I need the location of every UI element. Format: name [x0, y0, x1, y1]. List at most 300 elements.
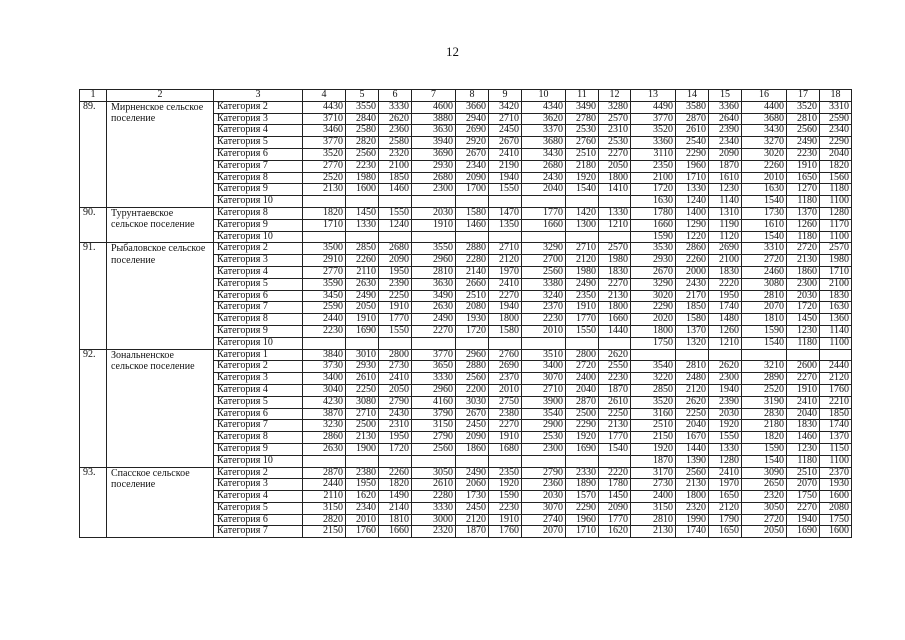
value-cell: 1600 — [346, 184, 379, 196]
value-cell — [346, 455, 379, 467]
value-cell: 3420 — [489, 101, 522, 113]
column-header: 13 — [631, 90, 676, 102]
header-row — [80, 90, 852, 102]
value-cell: 2800 — [379, 349, 412, 361]
value-cell: 2810 — [412, 266, 456, 278]
value-cell: 1630 — [631, 196, 676, 208]
value-cell: 1630 — [820, 302, 852, 314]
value-cell: 3530 — [631, 243, 676, 255]
value-cell: 2130 — [599, 420, 631, 432]
value-cell: 1920 — [489, 479, 522, 491]
value-cell: 2100 — [709, 255, 742, 267]
value-cell: 3080 — [346, 396, 379, 408]
value-cell: 2440 — [303, 314, 346, 326]
value-cell: 1590 — [742, 443, 787, 455]
column-header: 18 — [820, 90, 852, 102]
value-cell: 2340 — [346, 502, 379, 514]
column-header: 16 — [742, 90, 787, 102]
value-cell: 2400 — [566, 373, 599, 385]
value-cell: 1650 — [709, 491, 742, 503]
value-cell: 1900 — [346, 443, 379, 455]
value-cell: 1120 — [709, 231, 742, 243]
value-cell — [522, 231, 566, 243]
value-cell: 1740 — [709, 302, 742, 314]
column-header: 12 — [599, 90, 631, 102]
value-cell: 1760 — [489, 526, 522, 538]
value-cell: 2720 — [787, 243, 820, 255]
value-cell: 2090 — [456, 172, 489, 184]
value-cell: 1690 — [566, 443, 599, 455]
value-cell: 1590 — [742, 325, 787, 337]
table-row — [80, 349, 852, 361]
value-cell: 2510 — [566, 148, 599, 160]
value-cell: 2810 — [631, 514, 676, 526]
value-cell: 2850 — [631, 384, 676, 396]
value-cell — [742, 349, 787, 361]
value-cell: 1820 — [742, 432, 787, 444]
table-row — [80, 467, 852, 479]
value-cell: 3590 — [303, 278, 346, 290]
value-cell: 2260 — [676, 255, 709, 267]
value-cell: 2370 — [820, 467, 852, 479]
value-cell: 2130 — [346, 432, 379, 444]
value-cell: 2390 — [379, 278, 412, 290]
value-cell: 2310 — [379, 420, 412, 432]
value-cell: 1690 — [346, 325, 379, 337]
value-cell: 2710 — [346, 408, 379, 420]
category-label: Категория 10 — [214, 196, 303, 208]
value-cell — [599, 231, 631, 243]
value-cell: 1870 — [709, 160, 742, 172]
value-cell: 2350 — [566, 290, 599, 302]
value-cell: 2910 — [303, 255, 346, 267]
value-cell: 3370 — [522, 125, 566, 137]
table-row — [80, 243, 852, 255]
value-cell: 2120 — [456, 514, 489, 526]
value-cell: 3400 — [522, 361, 566, 373]
value-cell: 1370 — [787, 207, 820, 219]
value-cell: 2120 — [709, 502, 742, 514]
value-cell: 1320 — [676, 337, 709, 349]
value-cell: 2810 — [787, 113, 820, 125]
category-label: Категория 2 — [214, 467, 303, 479]
value-cell: 2960 — [412, 255, 456, 267]
value-cell: 2730 — [631, 479, 676, 491]
value-cell: 1780 — [631, 207, 676, 219]
value-cell: 2100 — [631, 172, 676, 184]
value-cell: 2770 — [303, 266, 346, 278]
column-header: 9 — [489, 90, 522, 102]
value-cell: 2590 — [820, 113, 852, 125]
value-cell — [522, 337, 566, 349]
value-cell: 2230 — [303, 325, 346, 337]
value-cell: 2570 — [599, 243, 631, 255]
value-cell: 2120 — [820, 373, 852, 385]
value-cell: 3010 — [346, 349, 379, 361]
value-cell: 1360 — [820, 314, 852, 326]
value-cell: 1700 — [456, 184, 489, 196]
value-cell: 2230 — [346, 160, 379, 172]
value-cell: 2040 — [566, 384, 599, 396]
value-cell: 1710 — [566, 526, 599, 538]
value-cell: 3730 — [303, 361, 346, 373]
value-cell: 1560 — [820, 172, 852, 184]
value-cell: 1660 — [599, 314, 631, 326]
value-cell — [599, 196, 631, 208]
value-cell: 1370 — [820, 432, 852, 444]
value-cell: 2430 — [522, 172, 566, 184]
value-cell: 2630 — [412, 302, 456, 314]
value-cell: 2040 — [820, 148, 852, 160]
value-cell: 1580 — [489, 325, 522, 337]
category-label: Категория 3 — [214, 373, 303, 385]
category-label: Категория 1 — [214, 349, 303, 361]
value-cell: 2540 — [676, 137, 709, 149]
value-cell: 2020 — [631, 314, 676, 326]
value-cell: 3150 — [631, 502, 676, 514]
value-cell: 3510 — [522, 349, 566, 361]
row-number: 93. — [80, 467, 107, 538]
value-cell: 2680 — [522, 160, 566, 172]
value-cell: 2490 — [456, 467, 489, 479]
value-cell: 1630 — [742, 184, 787, 196]
value-cell: 2440 — [820, 361, 852, 373]
value-cell: 1950 — [346, 479, 379, 491]
value-cell: 2320 — [742, 491, 787, 503]
value-cell: 4490 — [631, 101, 676, 113]
value-cell: 2270 — [489, 290, 522, 302]
column-header: 1 — [80, 90, 107, 102]
value-cell: 2430 — [676, 278, 709, 290]
value-cell: 3680 — [742, 113, 787, 125]
value-cell: 1580 — [456, 207, 489, 219]
value-cell — [456, 337, 489, 349]
category-label: Категория 3 — [214, 255, 303, 267]
value-cell: 3400 — [303, 373, 346, 385]
settlement-name: Зональненское сельское поселение — [107, 349, 214, 467]
value-cell: 1720 — [787, 302, 820, 314]
value-cell: 2380 — [346, 467, 379, 479]
value-cell: 2860 — [676, 243, 709, 255]
value-cell: 2520 — [303, 172, 346, 184]
value-cell: 2410 — [787, 396, 820, 408]
value-cell: 2520 — [742, 384, 787, 396]
value-cell: 1710 — [303, 219, 346, 231]
value-cell: 2620 — [599, 349, 631, 361]
value-cell: 1400 — [676, 207, 709, 219]
row-number: 92. — [80, 349, 107, 467]
value-cell: 2120 — [489, 255, 522, 267]
value-cell: 1550 — [379, 207, 412, 219]
category-label: Категория 2 — [214, 243, 303, 255]
value-cell: 1950 — [379, 432, 412, 444]
value-cell: 2600 — [787, 361, 820, 373]
value-cell: 2720 — [566, 361, 599, 373]
value-cell: 2090 — [709, 148, 742, 160]
value-cell: 3290 — [522, 243, 566, 255]
value-cell: 1390 — [676, 455, 709, 467]
value-cell: 2290 — [566, 420, 599, 432]
category-label: Категория 8 — [214, 432, 303, 444]
value-cell: 1740 — [820, 420, 852, 432]
value-cell: 1980 — [346, 172, 379, 184]
value-cell: 3070 — [522, 502, 566, 514]
value-cell — [566, 455, 599, 467]
value-cell: 2320 — [412, 526, 456, 538]
value-cell: 2750 — [489, 396, 522, 408]
category-label: Категория 3 — [214, 479, 303, 491]
value-cell: 2040 — [676, 420, 709, 432]
value-cell: 1910 — [489, 432, 522, 444]
value-cell: 2920 — [456, 137, 489, 149]
value-cell: 1890 — [566, 479, 599, 491]
value-cell: 2370 — [489, 373, 522, 385]
value-cell: 1450 — [787, 314, 820, 326]
value-cell: 1290 — [676, 219, 709, 231]
value-cell: 2660 — [456, 278, 489, 290]
column-header: 17 — [787, 90, 820, 102]
value-cell: 2720 — [742, 514, 787, 526]
value-cell: 1860 — [787, 266, 820, 278]
value-cell: 1910 — [379, 302, 412, 314]
value-cell: 2030 — [709, 408, 742, 420]
value-cell: 2860 — [303, 432, 346, 444]
value-cell — [412, 337, 456, 349]
value-cell: 2260 — [379, 467, 412, 479]
value-cell: 1870 — [456, 526, 489, 538]
category-label: Категория 4 — [214, 266, 303, 278]
value-cell: 1920 — [566, 432, 599, 444]
value-cell: 3450 — [303, 290, 346, 302]
value-cell: 2710 — [566, 243, 599, 255]
value-cell: 2670 — [631, 266, 676, 278]
value-cell — [820, 349, 852, 361]
value-cell: 2570 — [599, 113, 631, 125]
value-cell: 1720 — [456, 325, 489, 337]
value-cell: 1920 — [566, 172, 599, 184]
value-cell — [489, 196, 522, 208]
value-cell: 4340 — [522, 101, 566, 113]
value-cell: 2010 — [489, 384, 522, 396]
value-cell — [346, 196, 379, 208]
value-cell: 1440 — [599, 325, 631, 337]
value-cell: 2460 — [742, 266, 787, 278]
value-cell: 2790 — [379, 396, 412, 408]
category-label: Категория 6 — [214, 148, 303, 160]
value-cell: 1910 — [346, 314, 379, 326]
value-cell: 1760 — [346, 526, 379, 538]
category-label: Категория 7 — [214, 420, 303, 432]
value-cell: 2190 — [489, 160, 522, 172]
value-cell: 3550 — [346, 101, 379, 113]
value-cell: 2670 — [489, 137, 522, 149]
value-cell: 3680 — [522, 137, 566, 149]
value-cell: 2270 — [787, 502, 820, 514]
value-cell: 2390 — [709, 125, 742, 137]
value-cell: 2340 — [456, 160, 489, 172]
value-cell — [456, 196, 489, 208]
value-cell: 2930 — [346, 361, 379, 373]
value-cell: 1550 — [566, 325, 599, 337]
value-cell: 2550 — [599, 361, 631, 373]
value-cell: 2230 — [522, 314, 566, 326]
value-cell: 1460 — [456, 219, 489, 231]
value-cell: 2450 — [489, 125, 522, 137]
value-cell: 2030 — [522, 491, 566, 503]
value-cell: 2450 — [456, 502, 489, 514]
value-cell: 3490 — [412, 290, 456, 302]
value-cell: 3330 — [412, 502, 456, 514]
category-label: Категория 8 — [214, 207, 303, 219]
value-cell: 2820 — [303, 514, 346, 526]
value-cell: 1760 — [820, 384, 852, 396]
category-label: Категория 6 — [214, 408, 303, 420]
value-cell: 2130 — [787, 255, 820, 267]
value-cell: 2040 — [787, 408, 820, 420]
value-cell: 3710 — [303, 113, 346, 125]
value-cell: 1210 — [599, 219, 631, 231]
value-cell: 3940 — [412, 137, 456, 149]
value-cell — [379, 231, 412, 243]
value-cell — [346, 231, 379, 243]
value-cell: 2230 — [599, 373, 631, 385]
value-cell: 2290 — [566, 502, 599, 514]
value-cell: 2840 — [346, 113, 379, 125]
value-cell: 2490 — [787, 137, 820, 149]
value-cell: 2280 — [412, 491, 456, 503]
value-cell: 2810 — [676, 361, 709, 373]
value-cell: 2140 — [456, 266, 489, 278]
value-cell: 1190 — [709, 219, 742, 231]
value-cell — [412, 196, 456, 208]
value-cell — [599, 455, 631, 467]
value-cell — [456, 231, 489, 243]
value-cell: 1940 — [489, 172, 522, 184]
value-cell: 2310 — [599, 125, 631, 137]
value-cell: 1570 — [566, 491, 599, 503]
value-cell — [566, 337, 599, 349]
value-cell: 1930 — [820, 479, 852, 491]
value-cell: 1150 — [820, 443, 852, 455]
value-cell: 1600 — [820, 491, 852, 503]
value-cell: 1730 — [742, 207, 787, 219]
value-cell: 1590 — [489, 491, 522, 503]
category-label: Категория 7 — [214, 160, 303, 172]
value-cell: 2070 — [787, 479, 820, 491]
value-cell: 1980 — [820, 255, 852, 267]
value-cell: 1220 — [676, 231, 709, 243]
rates-table — [79, 89, 852, 538]
value-cell: 2510 — [631, 420, 676, 432]
value-cell: 2610 — [599, 396, 631, 408]
value-cell: 2080 — [820, 502, 852, 514]
value-cell: 1480 — [709, 314, 742, 326]
value-cell: 2100 — [820, 278, 852, 290]
value-cell: 3540 — [631, 361, 676, 373]
value-cell: 1330 — [676, 184, 709, 196]
value-cell: 2180 — [566, 160, 599, 172]
value-cell: 3620 — [522, 113, 566, 125]
value-cell: 1350 — [489, 219, 522, 231]
value-cell: 1540 — [742, 337, 787, 349]
value-cell: 4430 — [303, 101, 346, 113]
value-cell: 1910 — [787, 384, 820, 396]
category-label: Категория 7 — [214, 526, 303, 538]
category-label: Категория 4 — [214, 384, 303, 396]
value-cell: 2040 — [522, 184, 566, 196]
value-cell: 3520 — [631, 125, 676, 137]
value-cell: 3330 — [379, 101, 412, 113]
value-cell: 1140 — [820, 325, 852, 337]
value-cell: 1660 — [379, 526, 412, 538]
value-cell: 2290 — [820, 137, 852, 149]
value-cell: 3310 — [820, 101, 852, 113]
category-label: Категория 5 — [214, 502, 303, 514]
value-cell: 2900 — [522, 420, 566, 432]
value-cell: 2620 — [379, 113, 412, 125]
category-label: Категория 5 — [214, 278, 303, 290]
value-cell: 2220 — [599, 467, 631, 479]
value-cell: 2290 — [631, 302, 676, 314]
value-cell: 2780 — [566, 113, 599, 125]
value-cell: 2150 — [631, 432, 676, 444]
value-cell: 2740 — [522, 514, 566, 526]
value-cell: 3020 — [742, 148, 787, 160]
value-cell: 1820 — [820, 160, 852, 172]
value-cell: 1280 — [709, 455, 742, 467]
value-cell: 2010 — [742, 172, 787, 184]
value-cell: 2000 — [676, 266, 709, 278]
value-cell: 1460 — [787, 432, 820, 444]
value-cell: 3540 — [522, 408, 566, 420]
value-cell: 2610 — [676, 125, 709, 137]
value-cell: 2390 — [709, 396, 742, 408]
value-cell: 2930 — [412, 160, 456, 172]
value-cell: 2810 — [742, 290, 787, 302]
category-label: Категория 8 — [214, 314, 303, 326]
value-cell: 3270 — [742, 137, 787, 149]
value-cell: 2670 — [456, 148, 489, 160]
value-cell: 1800 — [676, 491, 709, 503]
value-cell: 2450 — [456, 420, 489, 432]
value-cell: 3770 — [303, 137, 346, 149]
value-cell: 2090 — [379, 255, 412, 267]
value-cell: 2530 — [566, 125, 599, 137]
value-cell: 1830 — [599, 266, 631, 278]
value-cell: 2820 — [346, 137, 379, 149]
value-cell: 3210 — [742, 361, 787, 373]
value-cell: 1820 — [379, 479, 412, 491]
value-cell: 3430 — [742, 125, 787, 137]
value-cell: 2410 — [489, 148, 522, 160]
value-cell: 1790 — [709, 514, 742, 526]
value-cell — [379, 455, 412, 467]
value-cell: 2150 — [303, 526, 346, 538]
value-cell: 2290 — [676, 148, 709, 160]
value-cell: 1770 — [566, 314, 599, 326]
value-cell: 2410 — [489, 278, 522, 290]
value-cell: 1600 — [820, 526, 852, 538]
value-cell: 3650 — [412, 361, 456, 373]
value-cell: 3000 — [412, 514, 456, 526]
value-cell: 3840 — [303, 349, 346, 361]
value-cell: 3630 — [412, 125, 456, 137]
value-cell: 3360 — [709, 101, 742, 113]
category-label: Категория 4 — [214, 491, 303, 503]
value-cell: 1450 — [346, 207, 379, 219]
table-row — [80, 207, 852, 219]
value-cell: 2350 — [631, 160, 676, 172]
